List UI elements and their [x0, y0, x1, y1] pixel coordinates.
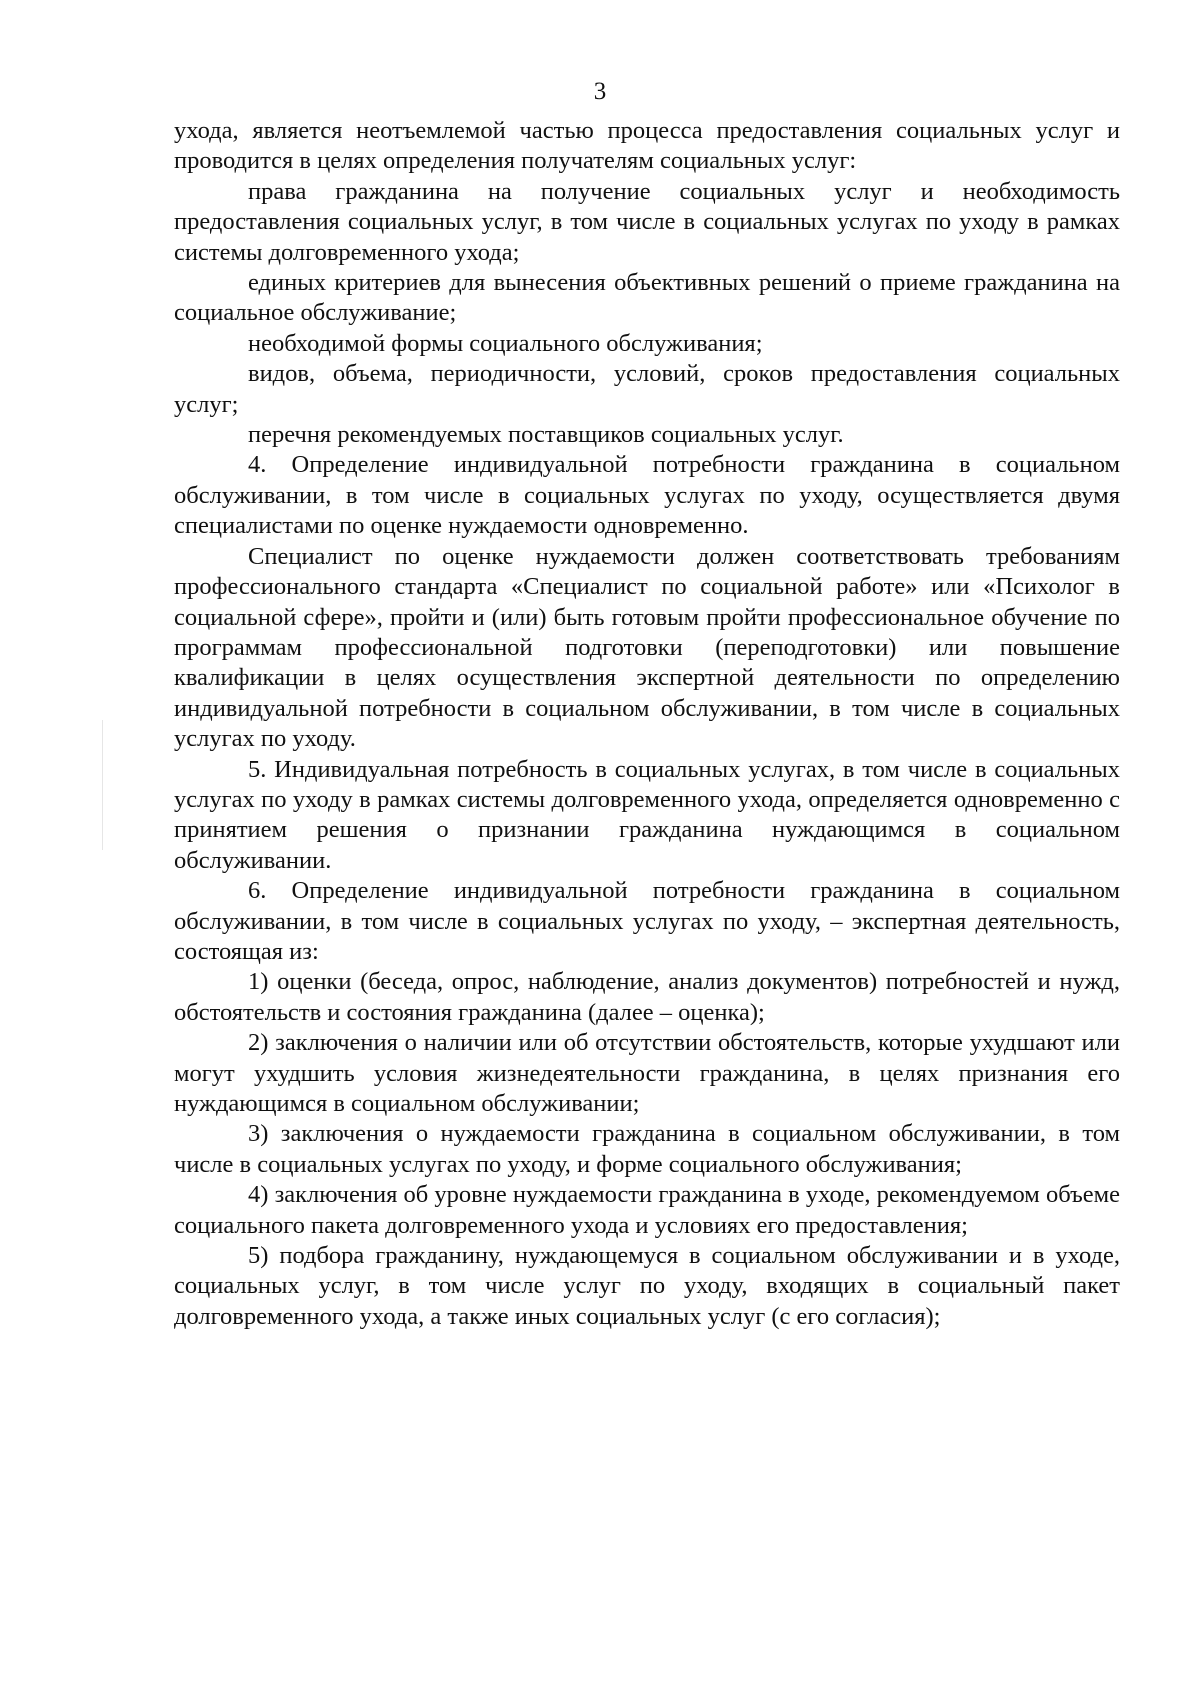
paragraph: 1) оценки (беседа, опрос, наблюдение, анализ документов) потребностей и нужд, обстоятельств и состояния гражданина (далее – оценка);	[174, 968, 1120, 1026]
paragraph: единых критериев для вынесения объективных решений о приеме гражданина на социальное обслуживание;	[174, 269, 1120, 327]
paragraph: 5) подбора гражданину, нуждающемуся в социальном обслуживании и в уходе, социальных услуг, в том числе услуг по уходу, входящих в социальный пакет долговременного ухода, а также иных социальных услуг (с его согласия);	[174, 1242, 1120, 1330]
paragraph: права гражданина на получение социальных услуг и необходимость предоставления социальных услуг, в том числе в социальных услугах по уходу в рамках системы долговременного ухода;	[174, 177, 1120, 266]
paragraph: 5. Индивидуальная потребность в социальных услугах, в том числе в социальных услугах по уходу в рамках системы долговременного ухода, определяется одновременно с принятием решения о признании гражданина нуждающимся в социальном обслуживании.	[174, 755, 1120, 874]
paragraph: Специалист по оценке нуждаемости должен соответствовать требованиям профессионального стандарта «Специалист по социальной работе» или «Психолог в социальной сфере», пройти и (или) быть готовым пройти профессиональное обучение по программам профессиональной подготовки (переподготовки) или повышение квалификации в целях осуществления экспертной деятельности по определению индивидуальной потребности в социальном обслуживании, в том числе в социальных услугах по уходу.	[174, 542, 1120, 753]
document-body	[174, 116, 1120, 1332]
paragraph: 3) заключения о нуждаемости гражданина в социальном обслуживании, в том числе в социальных услугах по уходу, и форме социального обслуживания;	[174, 1120, 1120, 1178]
scan-artifact-line	[102, 720, 103, 850]
paragraph: 2) заключения о наличии или об отсутствии обстоятельств, которые ухудшают или могут ухудшить условия жизнедеятельности гражданина, в целях признания его нуждающимся в социальном обслуживании;	[174, 1029, 1120, 1117]
paragraph: 4. Определение индивидуальной потребности гражданина в социальном обслуживании, в том числе в социальных услугах по уходу, осуществляется двумя специалистами по оценке нуждаемости одновременно.	[174, 451, 1120, 540]
page-number: 3	[593, 78, 607, 105]
paragraph: перечня рекомендуемых поставщиков социальных услуг.	[248, 421, 844, 449]
paragraph: ухода, является неотъемлемой частью процесса предоставления социальных услуг и проводится в целях определения получателям социальных услуг:	[174, 117, 1120, 175]
paragraph: 6. Определение индивидуальной потребности гражданина в социальном обслуживании, в том числе в социальных услугах по уходу, – экспертная деятельность, состоящая из:	[174, 877, 1120, 965]
paragraph: видов, объема, периодичности, условий, сроков предоставления социальных услуг;	[174, 360, 1120, 418]
paragraph: необходимой формы социального обслуживания;	[248, 329, 763, 357]
paragraph: 4) заключения об уровне нуждаемости гражданина в уходе, рекомендуемом объеме социального пакета долговременного ухода и условиях его предоставления;	[174, 1181, 1120, 1239]
